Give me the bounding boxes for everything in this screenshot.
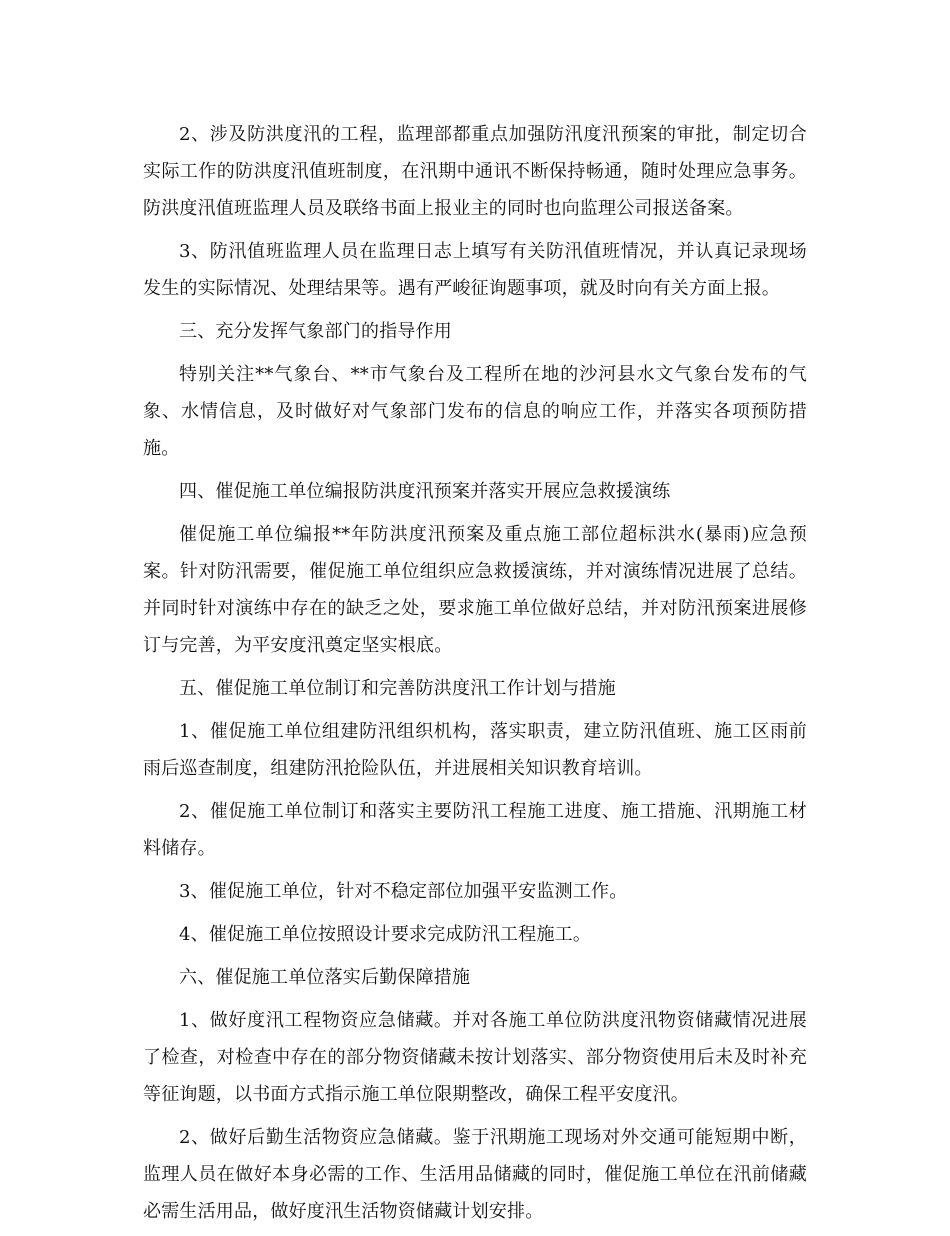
paragraph-2-approval: 2、涉及防洪度汛的工程，监理部都重点加强防汛度汛预案的审批，制定切合实际工作的防洪度汛值班制度，在汛期中通讯不断保持畅通，随时处理应急事务。防洪度汛值班监理人员及联络书面上报业主的同时也向监理公司报送备案。: [143, 124, 807, 219]
paragraph-6-1: 1、做好度汛工程物资应急储藏。并对各施工单位防洪度汛物资储藏情况进展了检查，对检查中存在的部分物资储藏未按计划落实、部分物资使用后未及时补充等征询题，以书面方式指示施工单位限期整改，确保工程平安度汛。: [143, 1010, 807, 1105]
paragraph-5-2: 2、催促施工单位制订和落实主要防汛工程施工进度、施工措施、汛期施工材料储存。: [143, 801, 807, 859]
paragraph-5-4: 4、催促施工单位按照设计要求完成防汛工程施工。: [179, 924, 592, 945]
paragraph-5-1: 1、催促施工单位组建防汛组织机构，落实职责，建立防汛值班、施工区雨前雨后巡查制度，组建防汛抢险队伍，并进展相关知识教育培训。: [143, 721, 807, 779]
paragraph-3-duty-log: 3、防汛值班监理人员在监理日志上填写有关防汛值班情况，并认真记录现场发生的实际情况、处理结果等。遇有严峻征询题事项，就及时向有关方面上报。: [143, 241, 807, 299]
paragraph-emergency-plan: 催促施工单位编报**年防洪度汛预案及重点施工部位超标洪水(暴雨)应急预案。针对防汛需要，催促施工单位组织应急救援演练，并对演练情况进展了总结。并同时针对演练中存在的缺乏之处，要求施工单位做好总结，并对防汛预案进展修订与完善，为平安度汛奠定坚实根底。: [143, 524, 807, 656]
paragraph-6-2: 2、做好后勤生活物资应急储藏。鉴于汛期施工现场对外交通可能短期中断，监理人员在做好本身必需的工作、生活用品储藏的同时，催促施工单位在汛前储藏必需生活用品，做好度汛生活物资储藏计划安排。: [143, 1127, 807, 1222]
section-heading-6: 六、催促施工单位落实后勤保障措施: [179, 967, 471, 988]
paragraph-5-3: 3、催促施工单位，针对不稳定部位加强平安监测工作。: [179, 881, 628, 902]
paragraph-weather: 特别关注**气象台、**市气象台及工程所在地的沙河县水文气象台发布的气象、水情信息，及时做好对气象部门发布的信息的响应工作，并落实各项预防措施。: [143, 364, 807, 459]
section-heading-5: 五、催促施工单位制订和完善防洪度汛工作计划与措施: [179, 678, 616, 699]
section-heading-4: 四、催促施工单位编报防洪度汛预案并落实开展应急救援演练: [179, 481, 671, 502]
document-body: [143, 116, 807, 1236]
section-heading-3: 三、充分发挥气象部门的指导作用: [179, 321, 452, 342]
